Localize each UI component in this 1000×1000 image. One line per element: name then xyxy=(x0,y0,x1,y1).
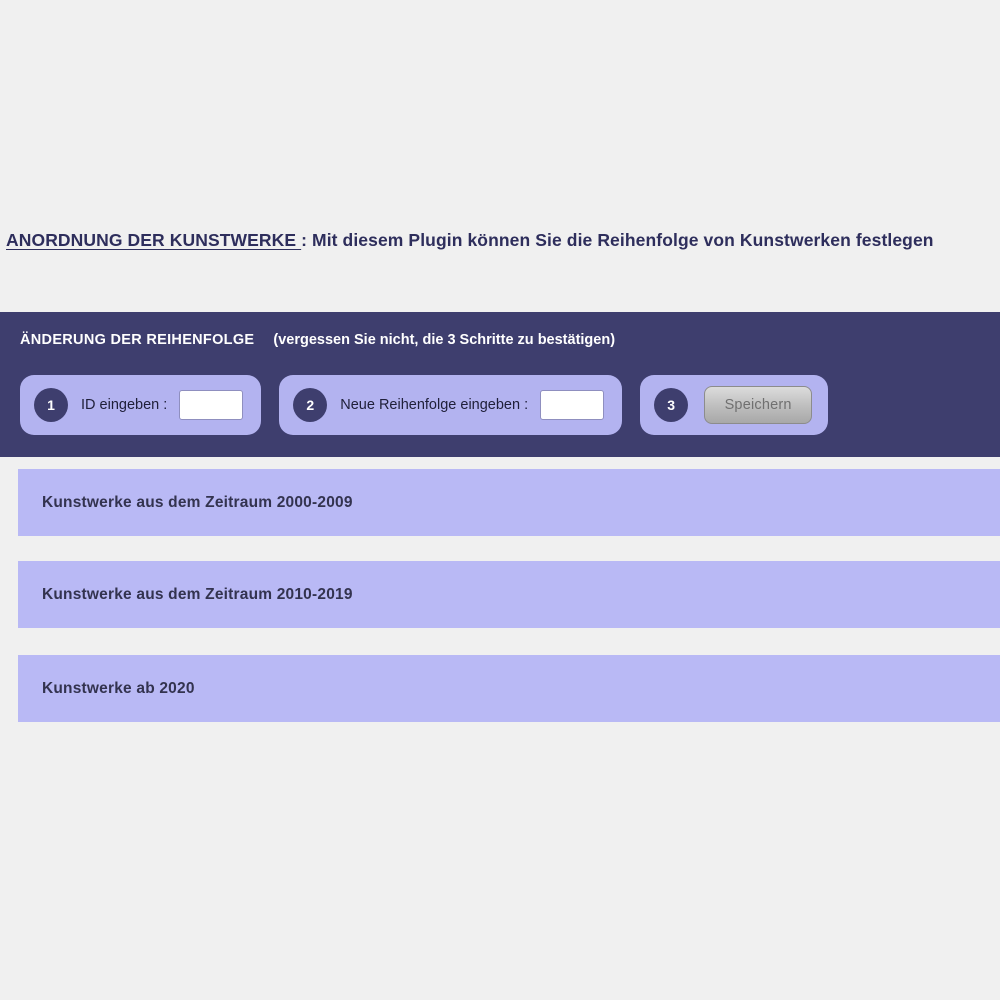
step-enter-new-order xyxy=(279,375,622,435)
group-label: Kunstwerke aus dem Zeitraum 2010-2019 xyxy=(42,585,353,603)
step-number-badge: 2 xyxy=(293,388,327,422)
group-bar-2020-plus[interactable] xyxy=(18,655,1000,722)
step-1-label: ID eingeben : xyxy=(81,397,168,413)
id-input[interactable] xyxy=(179,390,243,420)
reorder-panel-title: ÄNDERUNG DER REIHENFOLGE xyxy=(20,332,255,348)
step-2-label: Neue Reihenfolge eingeben : xyxy=(340,397,529,413)
new-order-input[interactable] xyxy=(540,390,604,420)
group-label: Kunstwerke aus dem Zeitraum 2000-2009 xyxy=(42,493,353,511)
intro-separator: : xyxy=(301,230,313,250)
group-label: Kunstwerke ab 2020 xyxy=(42,679,195,697)
intro-description: Mit diesem Plugin können Sie die Reihenfolge von Kunstwerken festlegen xyxy=(312,230,934,250)
step-save xyxy=(640,375,828,435)
step-enter-id xyxy=(20,375,261,435)
step-number-badge: 3 xyxy=(654,388,688,422)
save-button[interactable]: Speichern xyxy=(704,386,812,424)
group-bar-2010-2019[interactable] xyxy=(18,561,1000,628)
reorder-steps xyxy=(20,375,828,435)
reorder-panel-header xyxy=(20,332,615,348)
plugin-title-link[interactable]: ANORDNUNG DER KUNSTWERKE xyxy=(6,230,302,250)
page-intro xyxy=(6,222,994,259)
step-number-badge: 1 xyxy=(34,388,68,422)
group-bar-2000-2009[interactable] xyxy=(18,469,1000,536)
reorder-panel-note: (vergessen Sie nicht, die 3 Schritte zu bestätigen) xyxy=(273,332,616,348)
